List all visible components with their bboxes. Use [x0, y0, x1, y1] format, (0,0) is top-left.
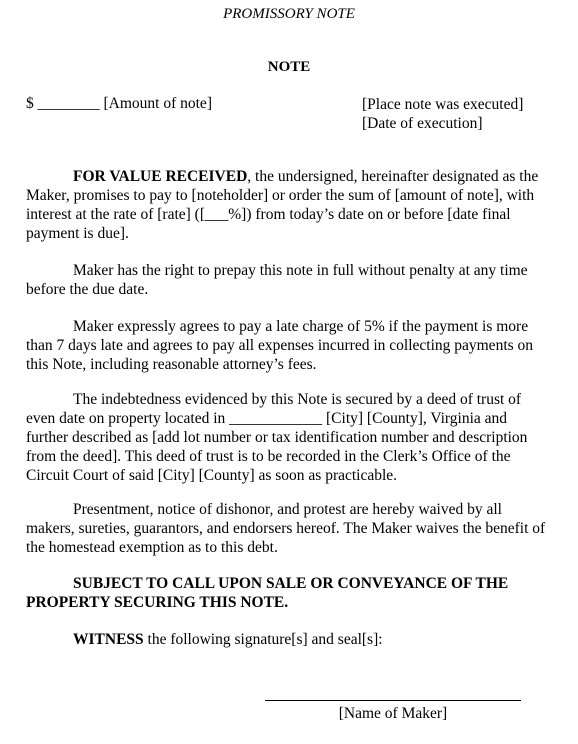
paragraph-deed-of-trust — [26, 390, 551, 485]
amount-line: $ ________ [Amount of note] — [26, 95, 212, 112]
paragraph-call-upon-sale — [26, 574, 551, 612]
paragraph-witness — [26, 630, 551, 649]
value-received-text: , the undersigned, hereinafter designated as the Maker, promises to pay to [noteholder] or order the sum of [amount of note], with interest at the rate of [rate] ([___%]) from today’s date on or before [date final payment is due]. — [26, 168, 539, 242]
call-upon-sale-text: SUBJECT TO CALL UPON SALE OR CONVEYANCE OF THE PROPERTY SECURING THIS NOTE. — [26, 575, 509, 611]
witness-text: the following signature[s] and seal[s]: — [143, 631, 383, 648]
late-charge-text: Maker expressly agrees to pay a late charge of 5% if the payment is more than 7 days late and agrees to pay all expenses incurred in collecting payments on this Note, including reasonable attorney’s fees. — [26, 318, 534, 373]
paragraph-waiver — [26, 500, 551, 557]
note-heading: NOTE — [267, 59, 311, 75]
paragraph-late-charge — [26, 317, 551, 374]
paragraph-value-received — [26, 167, 551, 243]
deed-of-trust-text: The indebtedness evidenced by this Note is secured by a deed of trust of even date on property located in ____________ [City] [County], Virginia and further described as [add lot number or tax identification number and description from the deed]. This deed of trust is to be recorded in the Clerk’s Office of the Circuit Court of said [City] [County] as soon as practicable. — [26, 391, 528, 484]
date-executed: [Date of execution] — [362, 115, 483, 132]
value-received-lead: FOR VALUE RECEIVED — [73, 168, 248, 185]
signature-line[interactable] — [265, 700, 521, 701]
paragraph-prepayment — [26, 261, 551, 299]
execution-block — [362, 95, 523, 133]
witness-lead: WITNESS — [73, 631, 144, 648]
place-executed: [Place note was executed] — [362, 96, 524, 113]
waiver-text: Presentment, notice of dishonor, and protest are hereby waived by all makers, sureties, guarantors, and endorsers hereof. The Maker waives the benefit of the homestead exemption as to this debt. — [26, 501, 546, 556]
maker-name-label: [Name of Maker] — [338, 705, 448, 722]
prepayment-text: Maker has the right to prepay this note in full without penalty at any time before the due date. — [26, 262, 528, 298]
document-header-title: PROMISSORY NOTE — [223, 6, 355, 22]
